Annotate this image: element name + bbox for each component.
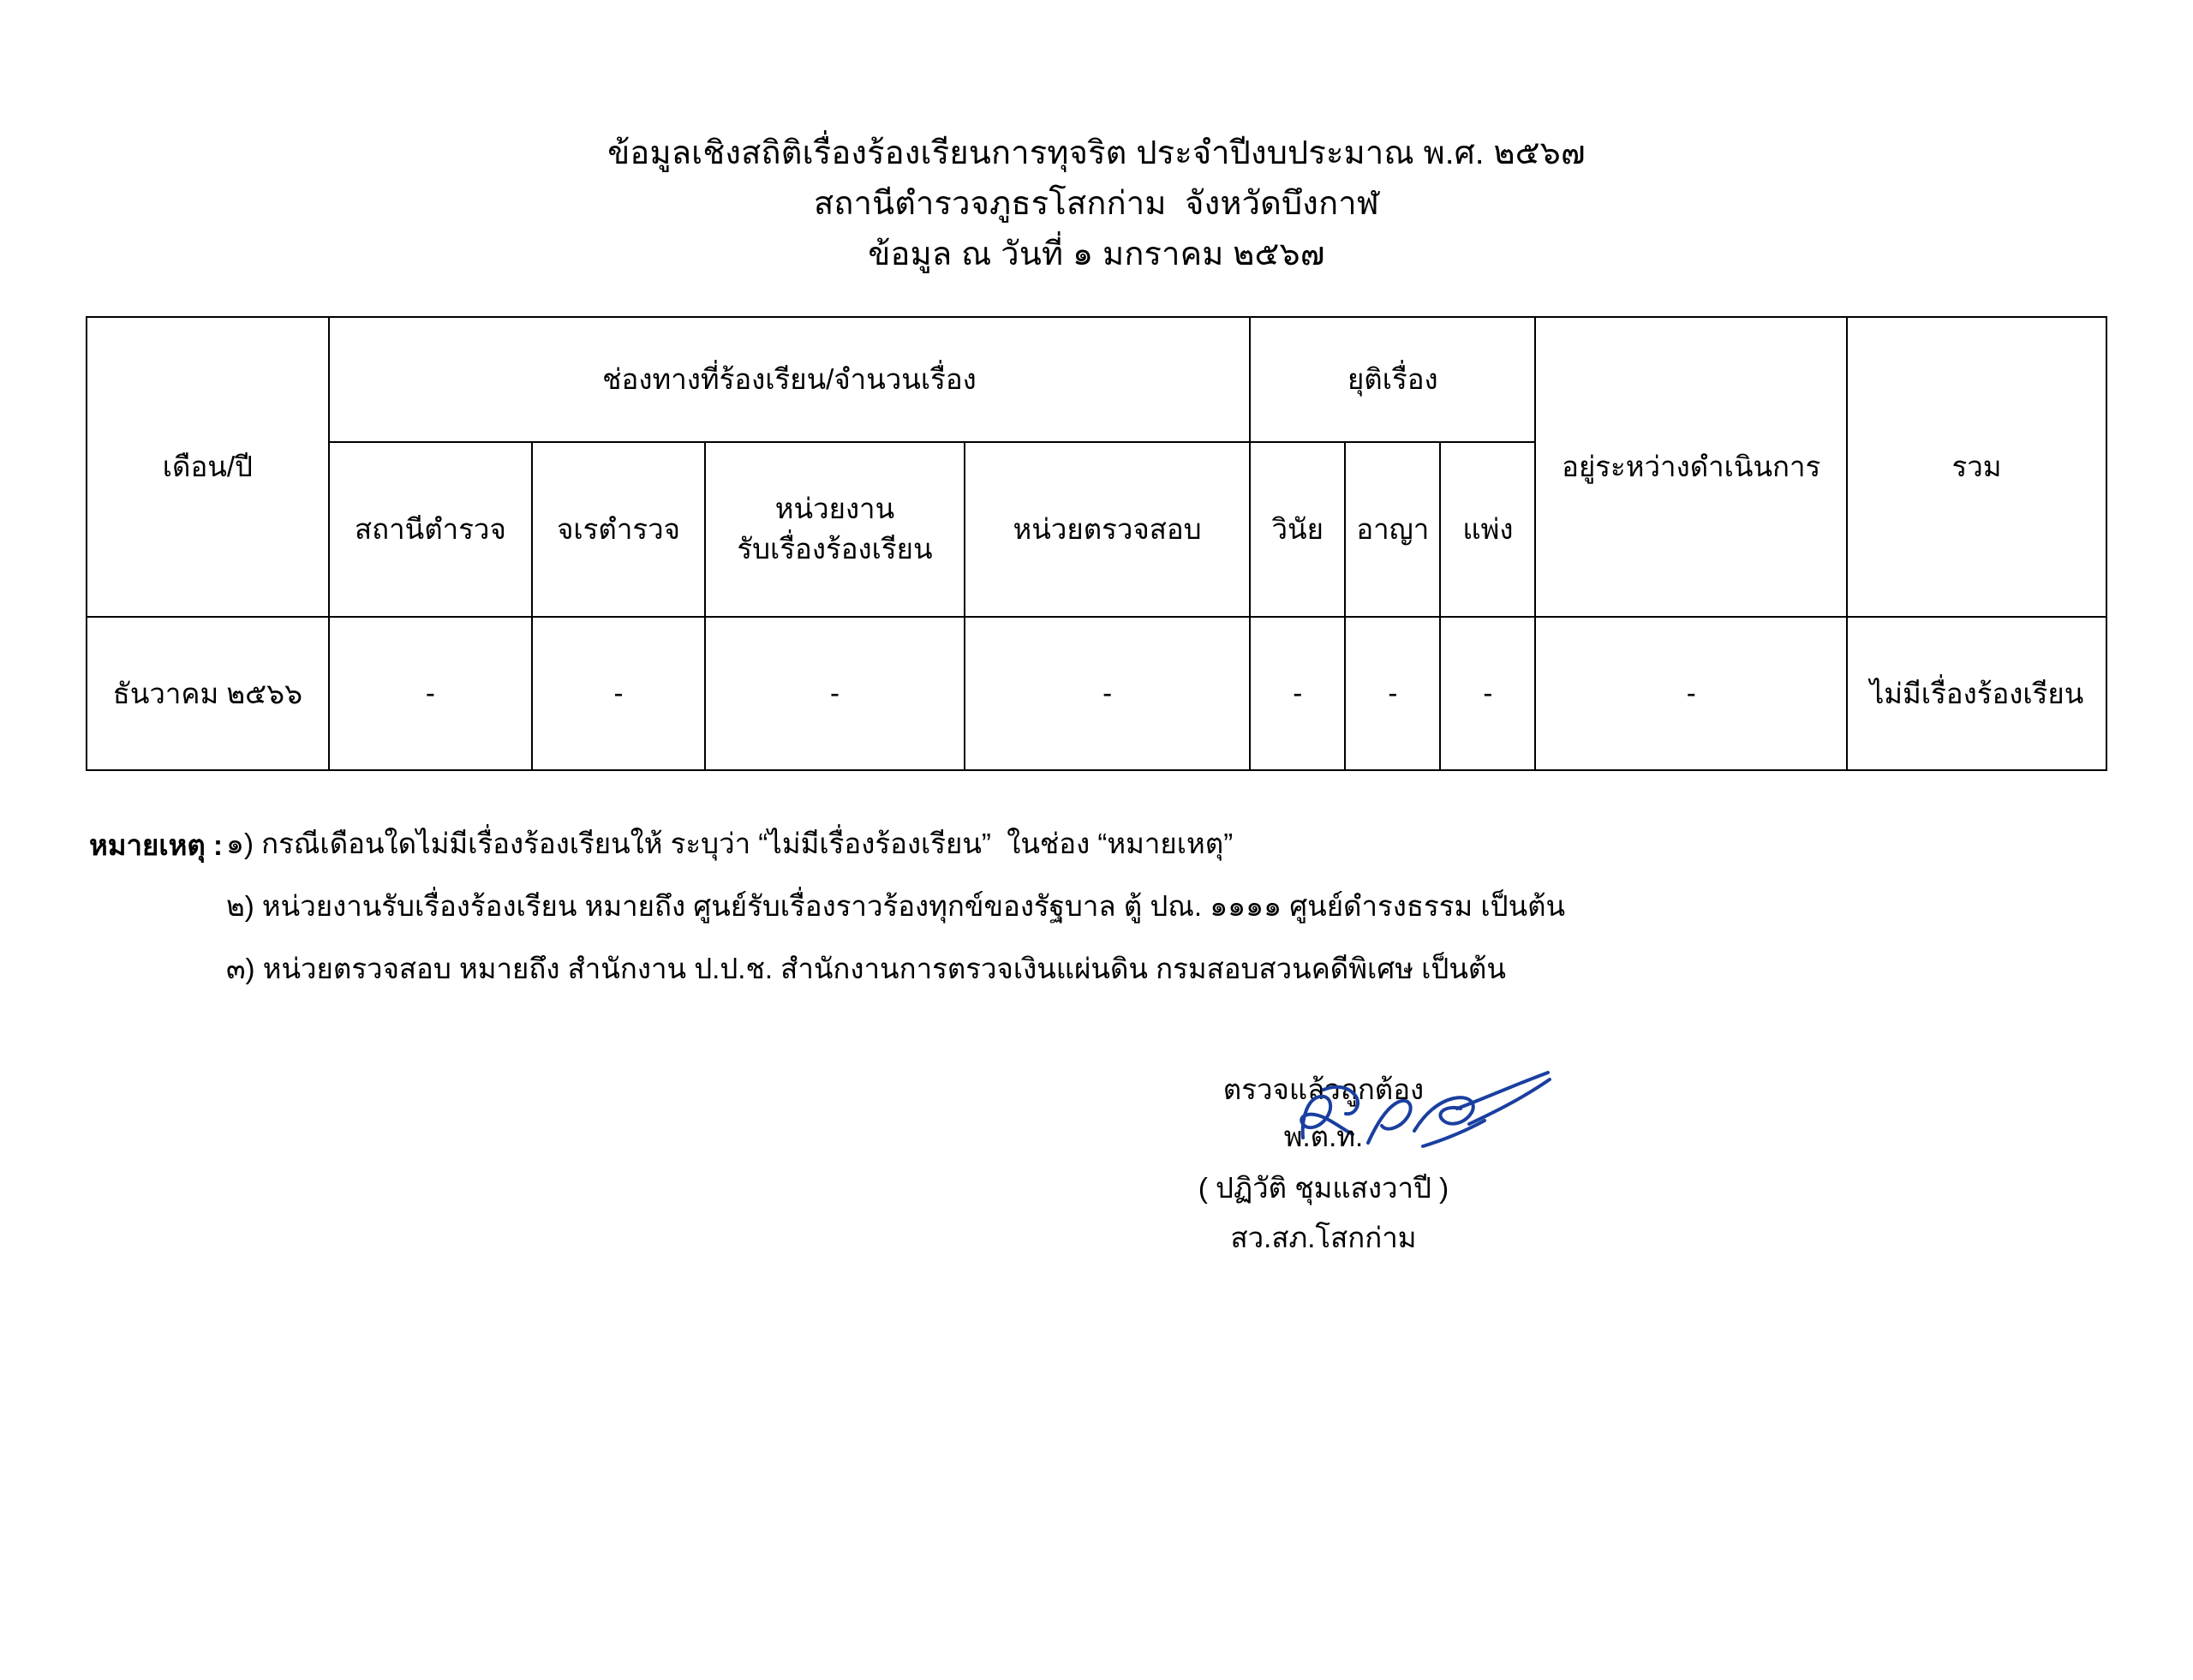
cell-total: ไม่มีเรื่องร้องเรียน <box>1847 617 2106 770</box>
cell-in-progress: - <box>1535 617 1847 770</box>
signature-rank-row <box>1198 1114 1449 1163</box>
document-page <box>0 129 2193 1680</box>
cell-audit-unit: - <box>965 617 1250 770</box>
header-police-inspector: จเรตำรวจ <box>532 442 705 617</box>
header-criminal: อาญา <box>1345 442 1440 617</box>
heading-line-3: ข้อมูล ณ วันที่ ๑ มกราคม ๒๕๖๗ <box>868 236 1325 272</box>
header-channels: ช่องทางที่ร้องเรียน/จำนวนเรื่อง <box>329 317 1250 442</box>
notes-list <box>226 821 2193 1008</box>
notes-label: หมายเหตุ : <box>89 828 223 861</box>
cell-station: - <box>329 617 532 770</box>
signature-position: สว.สภ.โสกก่าม <box>1230 1222 1417 1254</box>
note-item: ๓) หน่วยตรวจสอบ หมายถึง สำนักงาน ป.ป.ช. สำนักงานการตรวจเงินแผ่นดิน กรมสอบสวนคดีพิเศษ เป็นต้น <box>226 952 1506 984</box>
cell-discipline: - <box>1250 617 1345 770</box>
header-audit-unit: หน่วยตรวจสอบ <box>965 442 1250 617</box>
table-header-row-group <box>87 317 2106 442</box>
note-item: ๒) หน่วยงานรับเรื่องร้องเรียน หมายถึง ศูนย์รับเรื่องราวร้องทุกข์ของรัฐบาล ตู้ ปณ. ๑๑๑๑ ศูนย์ดำรงธรรม เป็นต้น <box>226 889 1566 922</box>
statistics-table-container <box>86 316 2107 771</box>
statistics-table <box>86 316 2107 771</box>
cell-civil: - <box>1440 617 1535 770</box>
header-closed: ยุติเรื่อง <box>1250 317 1535 442</box>
cell-month: ธันวาคม ๒๕๖๖ <box>87 617 329 770</box>
note-item: ๑) กรณีเดือนใดไม่มีเรื่องร้องเรียนให้ ระบุว่า “ไม่มีเรื่องร้องเรียน” ในช่อง “หมายเหตุ” <box>226 827 1234 859</box>
cell-police-inspector: - <box>532 617 705 770</box>
cell-criminal: - <box>1345 617 1440 770</box>
heading-line-1: ข้อมูลเชิงสถิติเรื่องร้องเรียนการทุจริต ประจำปีงบประมาณ พ.ศ. ๒๕๖๗ <box>607 135 1586 171</box>
signature-name: ( ปฏิวัติ ชุมแสงวาปี ) <box>1198 1172 1449 1205</box>
document-heading <box>0 129 2193 280</box>
header-total: รวม <box>1847 317 2106 617</box>
header-civil: แพ่ง <box>1440 442 1535 617</box>
heading-line-2: สถานีตำรวจภูธรโสกก่าม จังหวัดบึงกาฬ <box>813 185 1379 222</box>
header-agency <box>705 442 965 617</box>
header-discipline: วินัย <box>1250 442 1345 617</box>
notes-section <box>0 821 2193 1008</box>
signature-rank: พ.ต.ท. <box>1283 1121 1364 1153</box>
header-station: สถานีตำรวจ <box>329 442 532 617</box>
signature-verified-text: ตรวจแล้วถูกต้อง <box>1222 1073 1425 1105</box>
cell-agency: - <box>705 617 965 770</box>
header-agency-line2: รับเรื่องร้องเรียน <box>737 532 933 565</box>
table-row <box>87 617 2106 770</box>
signature-section <box>0 1065 2193 1263</box>
header-agency-line1: หน่วยงาน <box>774 493 895 525</box>
header-month: เดือน/ปี <box>87 317 329 617</box>
signature-block <box>1198 1065 1449 1263</box>
header-in-progress: อยู่ระหว่างดำเนินการ <box>1535 317 1847 617</box>
